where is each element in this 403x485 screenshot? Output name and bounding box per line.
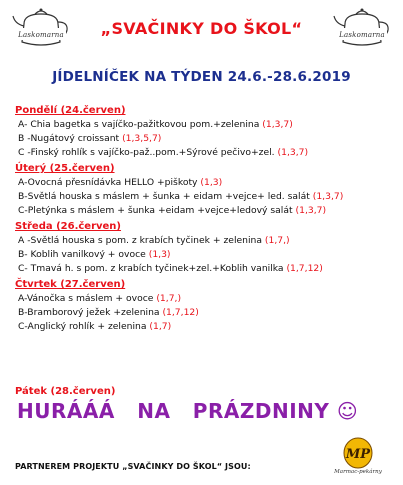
- day-heading-monday: Pondělí (24.červen): [15, 105, 126, 116]
- item-text: B -Nugátový croissant: [18, 133, 123, 144]
- item-text: A-Vánočka s máslem + ovoce: [18, 293, 157, 304]
- menu-item: [15, 292, 400, 306]
- logo-text: Laskomarna: [18, 31, 64, 39]
- menu-item: [15, 248, 400, 262]
- item-text: A-Ovocná přesnídávka HELLO +piškoty: [18, 177, 201, 188]
- mp-partner-logo: [332, 436, 384, 482]
- item-allergens: (1,3,7): [262, 119, 293, 130]
- page-title: „SVAČINKY DO ŠKOL“: [100, 19, 303, 38]
- menu-item: [15, 234, 400, 248]
- item-allergens: (1,7,): [264, 235, 290, 246]
- menu-item: [15, 320, 400, 334]
- item-text: C-Anglický rohlík + zelenina: [18, 321, 150, 332]
- menu-item: [15, 132, 400, 146]
- menu-subtitle: JÍDELNÍČEK NA TÝDEN 24.6.-28.6.2019: [52, 69, 351, 85]
- item-text: A- Chia bagetka s vajíčko-pažitkovou pom.+zelenina: [18, 119, 263, 130]
- item-text: C -Finský rohlík s vajíčko-paž..pom.+Sýrové pečivo+zel.: [18, 147, 278, 158]
- menu-item: [15, 204, 400, 218]
- item-text: B-Světlá houska s máslem + šunka + eidam +vejce+ led. salát: [18, 191, 313, 202]
- item-allergens: (1,7,12): [162, 307, 199, 318]
- day-heading-friday: Pátek (28.červen): [15, 386, 116, 397]
- item-allergens: (1,3): [200, 177, 223, 188]
- item-text: C- Tmavá h. s pom. z krabích tyčinek+zel.+Koblih vanilka: [18, 263, 287, 274]
- item-text: C-Pletýnka s máslem + šunka +eidam +vejce+ledový salát: [18, 205, 296, 216]
- day-heading-thursday: Čtvrtek (27.červen): [15, 279, 126, 290]
- menu-item: [15, 118, 400, 132]
- item-allergens: (1,3,5,7): [122, 133, 162, 144]
- menu-item: [15, 146, 400, 160]
- item-allergens: (1,7,): [156, 293, 182, 304]
- menu-item: [15, 176, 400, 190]
- logo-text: Laskomarna: [339, 31, 385, 39]
- day-heading-wednesday: Středa (26.červen): [15, 221, 122, 232]
- item-text: A -Světlá houska s pom. z krabích tyčinek + zelenina: [18, 235, 265, 246]
- menu-item: [15, 262, 400, 276]
- day-heading-tuesday: Úterý (25.červen): [15, 163, 115, 174]
- holiday-banner: HURÁÁÁ NA PRÁZDNINY ☺: [17, 399, 359, 423]
- partner-text: PARTNEREM PROJEKTU „SVAČINKY DO ŠKOL“ JSOU:: [15, 462, 251, 471]
- item-allergens: (1,3): [148, 249, 171, 260]
- mp-badge-icon: [332, 436, 384, 470]
- item-text: B-Bramborový ježek +zelenina: [18, 307, 163, 318]
- item-allergens: (1,7): [149, 321, 172, 332]
- item-allergens: (1,7,12): [286, 263, 323, 274]
- item-allergens: (1,3,7): [295, 205, 327, 216]
- item-text: B- Koblih vanilkový + ovoce: [18, 249, 149, 260]
- menu-item: [15, 190, 400, 204]
- weekly-menu: [15, 104, 400, 334]
- menu-item: [15, 306, 400, 320]
- item-allergens: (1,3,7): [312, 191, 344, 202]
- mp-mark: MP: [345, 447, 371, 462]
- item-allergens: (1,3,7): [277, 147, 309, 158]
- mp-logo-text: Marmac-pekárny: [334, 469, 382, 475]
